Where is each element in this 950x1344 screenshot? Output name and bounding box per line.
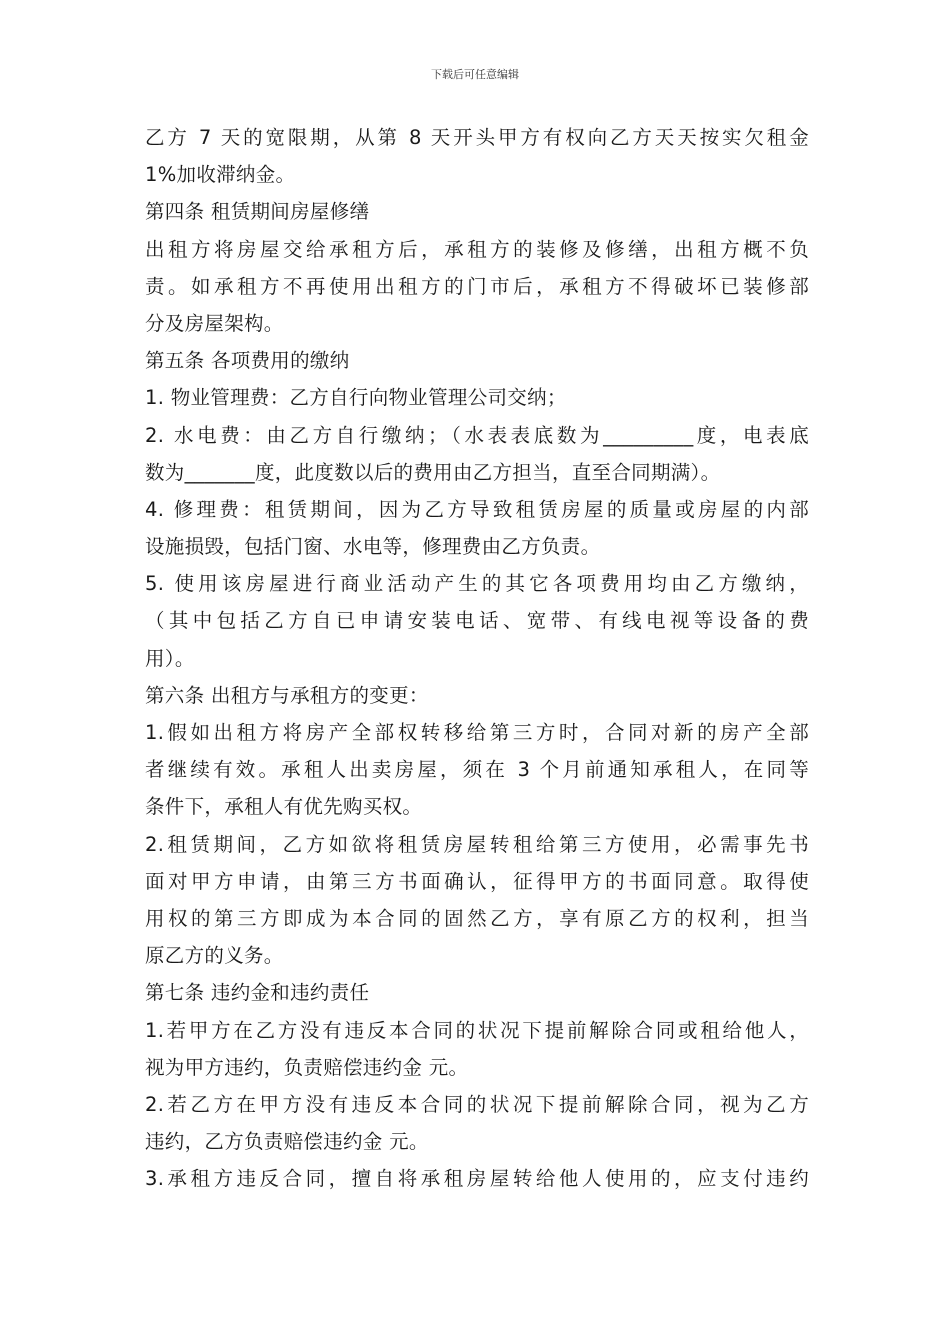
section-heading: 第四条 租赁期间房屋修缮 [145,200,370,224]
text-line: （其中包括乙方自已申请安装电话、宽带、有线电视等设备的费 [145,609,809,633]
text-line: 设施损毁，包括门窗、水电等，修理费由乙方负责。 [145,535,601,559]
text-line: 1. 物业管理费：乙方自行向物业管理公司交纳； [145,386,567,410]
text-line: 数为_______度，此度数以后的费用由乙方担当，直至合同期满）。 [145,460,721,484]
text-line: 者继续有效。承租人出卖房屋，须在 3 个月前通知承租人，在同等 [145,758,809,782]
text-line: 用权的第三方即成为本合同的固然乙方，享有原乙方的权利，担当 [145,906,809,930]
text-line: 1.假如出租方将房产全部权转移给第三方时，合同对新的房产全部 [145,721,809,744]
section-heading: 第六条 出租方与承租方的变更： [145,683,429,707]
section-heading: 第七条 违约金和违约责任 [145,981,370,1005]
text-line: 2.租赁期间，乙方如欲将租赁房屋转租给第三方使用，必需事先书 [145,832,809,856]
text-line: 责。如承租方不再使用出租方的门市后，承租方不得破坏已装修部 [145,274,809,298]
text-line: 2.若乙方在甲方没有违反本合同的状况下提前解除合同，视为乙方 [145,1092,809,1116]
text-line: 违约，乙方负责赔偿违约金 元。 [145,1130,429,1154]
text-line: 1.若甲方在乙方没有违反本合同的状况下提前解除合同或租给他人， [145,1018,809,1042]
text-line: 用）。 [145,646,195,670]
section-heading: 第五条 各项费用的缴纳 [145,349,350,373]
text-line: 视为甲方违约，负责赔偿违约金 元。 [145,1055,469,1079]
text-line: 原乙方的义务。 [145,944,284,968]
text-line: 2. 水电费：由乙方自行缴纳；（水表表底数为_________度，电表底 [145,423,809,447]
text-line: 1%加收滞纳金。 [145,163,296,187]
text-line: 出租方将房屋交给承租方后，承租方的装修及修缮，出租方概不负 [145,237,809,261]
text-line: 条件下，承租人有优先购买权。 [145,795,423,819]
document-body [145,119,809,1197]
text-line: 面对甲方申请，由第三方书面确认，征得甲方的书面同意。取得使 [145,869,809,893]
text-line: 5. 使用该房屋进行商业活动产生的其它各项费用均由乙方缴纳， [145,572,809,596]
page-header-note: 下载后可任意编辑 [431,68,519,81]
text-line: 分及房屋架构。 [145,311,284,335]
text-line: 3.承租方违反合同，擅自将承租房屋转给他人使用的，应支付违约 [145,1167,809,1191]
text-line: 4. 修理费：租赁期间，因为乙方导致租赁房屋的质量或房屋的内部 [145,497,809,521]
text-line: 乙方 7 天的宽限期，从第 8 天开头甲方有权向乙方天天按实欠租金 [145,126,809,149]
